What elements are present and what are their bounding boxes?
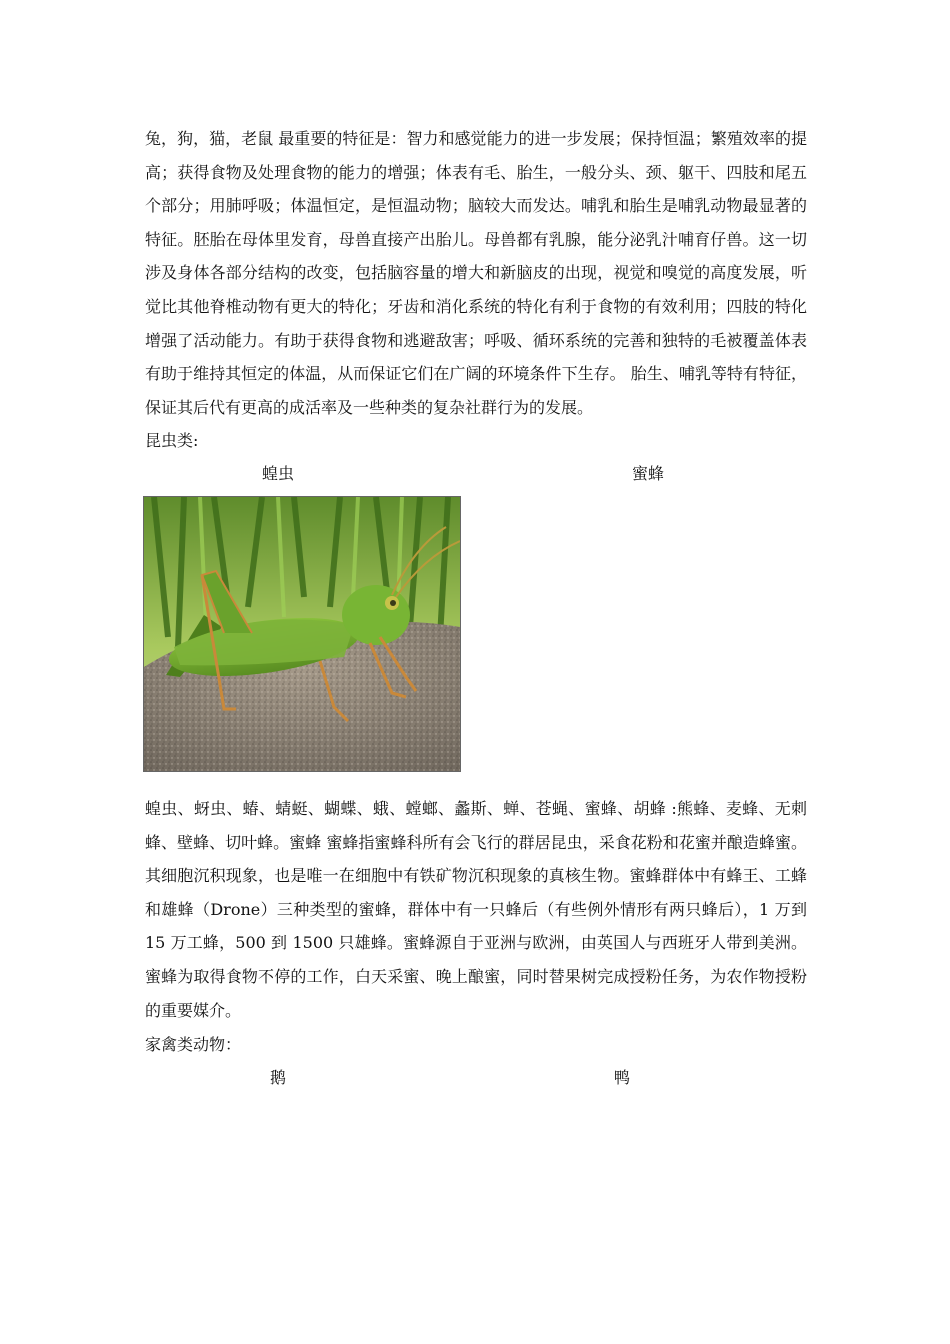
grasshopper-photo — [143, 496, 461, 772]
grasshopper-caption: 蝗虫 — [262, 464, 295, 483]
insect-paragraph: 蝗虫、蚜虫、蝽、蜻蜓、蝴蝶、蛾、螳螂、蠡斯、蝉、苍蝇、蜜蜂、胡蜂 :熊蜂、麦蜂、无刺蜂、壁蜂、切叶蜂。蜜蜂 蜜蜂指蜜蜂科所有会飞行的群居昆虫，采食花粉和花蜜并酿造蜂蜜。其细胞沉积现象，也是唯一在细胞中有铁矿物沉积现象的真核生物。蜜蜂群体中有蜂王、工蜂和雄蜂（Drone）三种类型的蜜蜂，群体中有一只蜂后（有些例外情形有两只蜂后），1 万到 15 万工蜂，500 到 1500 只雄蜂。蜜蜂源自于亚洲与欧洲，由英国人与西班牙人带到美洲。蜜蜂为取得食物不停的工作，白天采蜜、晚上酿蜜，同时替果树完成授粉任务，为农作物授粉的重要媒介。 — [145, 799, 807, 1020]
mammal-paragraph: 兔，狗，猫，老鼠 最重要的特征是：智力和感觉能力的进一步发展；保持恒温；繁殖效率的提高；获得食物及处理食物的能力的增强；体表有毛、胎生，一般分头、颈、躯干、四肢和尾五个部分；用肺呼吸；体温恒定，是恒温动物；脑较大而发达。哺乳和胎生是哺乳动物最显著的特征。胚胎在母体里发育，母兽直接产出胎儿。母兽都有乳腺，能分泌乳汁哺育仔兽。这一切涉及身体各部分结构的改变，包括脑容量的增大和新脑皮的出现，视觉和嗅觉的高度发展，听觉比其他脊椎动物有更大的特化；牙齿和消化系统的特化有利于食物的有效利用；四肢的特化增强了活动能力。有助于获得食物和逃避敌害；呼吸、循环系统的完善和独特的毛被覆盖体表有助于维持其恒定的体温，从而保证它们在广阔的环境条件下生存。 胎生、哺乳等特有特征，保证其后代有更高的成活率及一些种类的复杂社群行为的发展。 — [145, 129, 807, 417]
poultry-heading: 家禽类动物： — [145, 1035, 242, 1054]
bee-caption: 蜜蜂 — [632, 464, 665, 483]
goose-caption: 鹅 — [270, 1068, 287, 1087]
duck-caption: 鸭 — [614, 1068, 631, 1087]
insect-heading: 昆虫类: — [145, 431, 199, 450]
